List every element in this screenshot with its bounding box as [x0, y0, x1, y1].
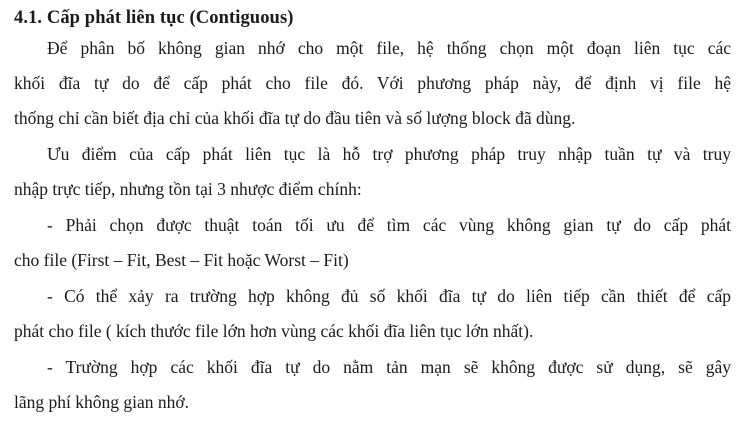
- text-line: Để phân bố không gian nhớ cho một file, hệ thống chọn một đoạn liên tục các: [47, 38, 731, 58]
- text-line: - Trường hợp các khối đĩa tự do nằm tản mạn sẽ không được sử dụng, sẽ gây: [47, 357, 731, 377]
- text-line: phát cho file ( kích thước file lớn hơn vùng các khối đĩa liên tục lớn nhất).: [14, 321, 534, 341]
- text-line: - Phải chọn được thuật toán tối ưu để tìm các vùng không gian tự do cấp phát: [47, 215, 731, 235]
- text-line: cho file (First – Fit, Best – Fit hoặc Worst – Fit): [14, 250, 349, 270]
- section-heading: 4.1. Cấp phát liên tục (Contiguous): [14, 8, 294, 28]
- text-line: - Có thể xảy ra trường hợp không đủ số khối đĩa tự do liên tiếp cần thiết để cấp: [47, 286, 731, 306]
- text-line: thống chỉ cần biết địa chỉ của khối đĩa tự do đầu tiên và số lượng block đã dùng.: [14, 108, 576, 128]
- text-line: nhập trực tiếp, nhưng tồn tại 3 nhược điểm chính:: [14, 179, 362, 199]
- text-line: Ưu điểm của cấp phát liên tục là hỗ trợ phương pháp truy nhập tuần tự và truy: [47, 144, 731, 164]
- text-line: lãng phí không gian nhớ.: [14, 392, 189, 412]
- text-line: khối đĩa tự do để cấp phát cho file đó. Với phương pháp này, để định vị file hệ: [14, 73, 731, 93]
